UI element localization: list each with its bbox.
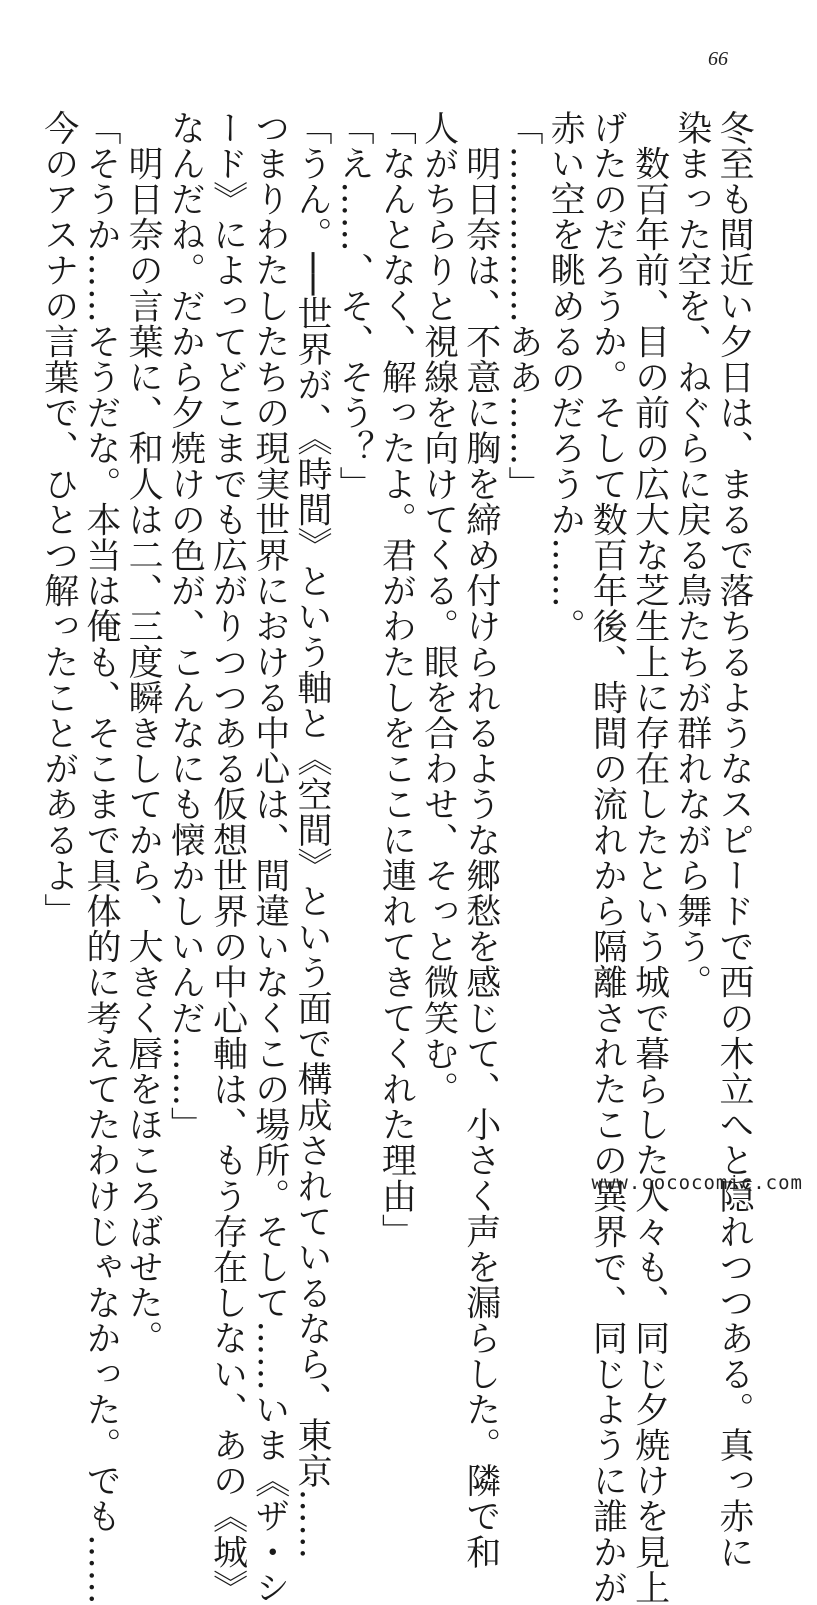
text-line: げたのだろうか。そして数百年後、時間の流れから隔離されたこの異界で、同じように誰かが <box>587 110 628 1605</box>
text-line: なんだね。だから夕焼けの色が、こんなにも懐かしいんだ……」 <box>165 110 206 1143</box>
text-line: 染まった空を、ねぐらに戻る鳥たちが群れながら舞う。 <box>671 110 712 1000</box>
text-line: 人がちらりと視線を向けてくる。眼を合わせ、そっと微笑む。 <box>418 110 459 1107</box>
text-line: つまりわたしたちの現実世界における中心は、間違いなくこの場所。そして……いま《ザ・シ <box>249 110 290 1605</box>
page-number: 66 <box>708 48 728 70</box>
text-line: 「え……、そ、そう？」 <box>334 110 375 502</box>
watermark-url: www.cococomic.com <box>591 1172 803 1194</box>
text-line: 「うん。──世界が、《時間》という軸と《空間》という面で構成されているなら、東京…… <box>291 110 332 1560</box>
text-line: 今のアスナの言葉で、ひとつ解ったことがあるよ」 <box>38 110 79 929</box>
text-line: 「そうか……そうだな。本当は俺も、そこまで具体的に考えてたわけじゃなかった。でも…… <box>80 110 121 1605</box>
text-line: 赤い空を眺めるのだろうか……。 <box>545 110 586 644</box>
text-line: 冬至も間近い夕日は、まるで落ちるようなスピードで西の木立へと隠れつつある。真っ赤に <box>714 110 754 1570</box>
text-line: 数百年前、目の前の広大な芝生上に存在したという城で暮らした人々も、同じ夕焼けを見上 <box>629 110 670 1605</box>
text-line: ード》によってどこまでも広がりつつある仮想世界の中心軸は、もう存在しない、あの《城》 <box>207 110 248 1605</box>
text-line: 「……………ああ……」 <box>502 110 543 502</box>
text-line: 明日奈は、不意に胸を締め付けられるような郷愁を感じて、小さく声を漏らした。隣で和 <box>460 110 501 1570</box>
text-line: 「なんとなく、解ったよ。君がわたしをここに連れてきてくれた理由」 <box>376 110 417 1250</box>
text-line: 明日奈の言葉に、和人は二、三度瞬きしてから、大きく唇をほころばせた。 <box>123 110 164 1356</box>
